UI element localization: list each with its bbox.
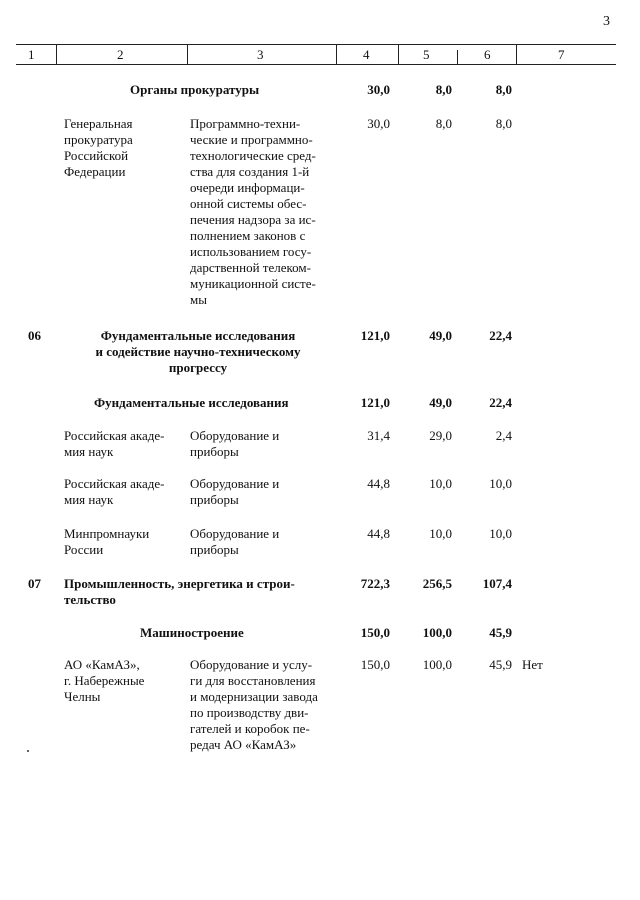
column-number-6: 6 xyxy=(484,47,491,62)
cell-col6: 107,4 xyxy=(482,576,512,591)
subsection-title: Машиностроение xyxy=(140,625,244,640)
cell-col5: 100,0 xyxy=(422,625,452,640)
column-number-4: 4 xyxy=(363,47,370,62)
cell-col6: 22,4 xyxy=(489,395,512,410)
cell-col4: 44,8 xyxy=(367,526,390,541)
col-divider xyxy=(336,44,337,64)
cell-col5: 8,0 xyxy=(435,82,452,97)
column-number-2: 2 xyxy=(117,47,124,62)
cell-col7: Нет xyxy=(522,657,543,672)
item-description: Оборудование и услу- ги для восстановления и модернизации завода по производству дви- гателей и коробок пе- редач АО «КамАЗ» xyxy=(190,657,318,752)
section-title: Фундаментальные исследования и содействие научно-техническому прогрессу xyxy=(95,328,301,375)
cell-col4: 150,0 xyxy=(360,657,390,672)
cell-col5: 256,5 xyxy=(422,576,452,591)
col-divider xyxy=(457,50,458,64)
col-divider xyxy=(187,44,188,64)
cell-col4: 722,3 xyxy=(360,576,390,591)
header-bottom-rule xyxy=(16,64,616,65)
cell-col5: 100,0 xyxy=(422,657,452,672)
cell-col6: 8,0 xyxy=(495,116,512,131)
org-name: Генеральная прокуратура Российской Федерации xyxy=(64,116,133,179)
col-divider xyxy=(398,44,399,64)
section-code: 07 xyxy=(28,576,41,591)
org-name: АО «КамАЗ», г. Набережные Челны xyxy=(64,657,145,704)
col-divider xyxy=(516,44,517,64)
cell-col5: 29,0 xyxy=(429,428,452,443)
cell-col4: 30,0 xyxy=(367,82,390,97)
column-number-1: 1 xyxy=(28,47,35,62)
cell-col5: 49,0 xyxy=(429,328,452,343)
cell-col4: 121,0 xyxy=(360,395,390,410)
org-name: Минпромнауки России xyxy=(64,526,150,557)
column-number-7: 7 xyxy=(558,47,565,62)
org-name: Российская акаде- мия наук xyxy=(64,428,165,459)
section-code: 06 xyxy=(28,328,41,343)
item-description: Программно-техни- ческие и программно- технологические сред- ства для создания 1-й очереди информаци- онной системы обес- печения надзора за ис- полнением законов с использованием госу- дарственной телеком- муникационной систе- мы xyxy=(190,116,316,307)
column-number-3: 3 xyxy=(257,47,264,62)
cell-col6: 2,4 xyxy=(495,428,512,443)
cell-col5: 10,0 xyxy=(429,526,452,541)
section-title: Промышленность, энергетика и строи- тельство xyxy=(64,576,295,607)
cell-col6: 45,9 xyxy=(489,625,512,640)
item-description: Оборудование и приборы xyxy=(190,476,280,507)
page-number: 3 xyxy=(603,14,610,29)
header-top-rule xyxy=(16,44,616,45)
cell-col6: 10,0 xyxy=(489,526,512,541)
col-divider xyxy=(56,44,57,64)
org-name: Российская акаде- мия наук xyxy=(64,476,165,507)
cell-col4: 44,8 xyxy=(367,476,390,491)
cell-col4: 150,0 xyxy=(360,625,390,640)
cell-col5: 10,0 xyxy=(429,476,452,491)
subsection-title: Органы прокуратуры xyxy=(130,82,260,97)
cell-col5: 49,0 xyxy=(429,395,452,410)
subsection-title: Фундаментальные исследования xyxy=(94,395,289,410)
scan-speck xyxy=(27,750,29,752)
column-number-5: 5 xyxy=(423,47,430,62)
cell-col5: 8,0 xyxy=(435,116,452,131)
cell-col4: 30,0 xyxy=(367,116,390,131)
cell-col6: 8,0 xyxy=(495,82,512,97)
item-description: Оборудование и приборы xyxy=(190,428,280,459)
item-description: Оборудование и приборы xyxy=(190,526,280,557)
cell-col6: 45,9 xyxy=(489,657,512,672)
cell-col4: 31,4 xyxy=(367,428,390,443)
cell-col6: 10,0 xyxy=(489,476,512,491)
cell-col6: 22,4 xyxy=(489,328,512,343)
cell-col4: 121,0 xyxy=(360,328,390,343)
